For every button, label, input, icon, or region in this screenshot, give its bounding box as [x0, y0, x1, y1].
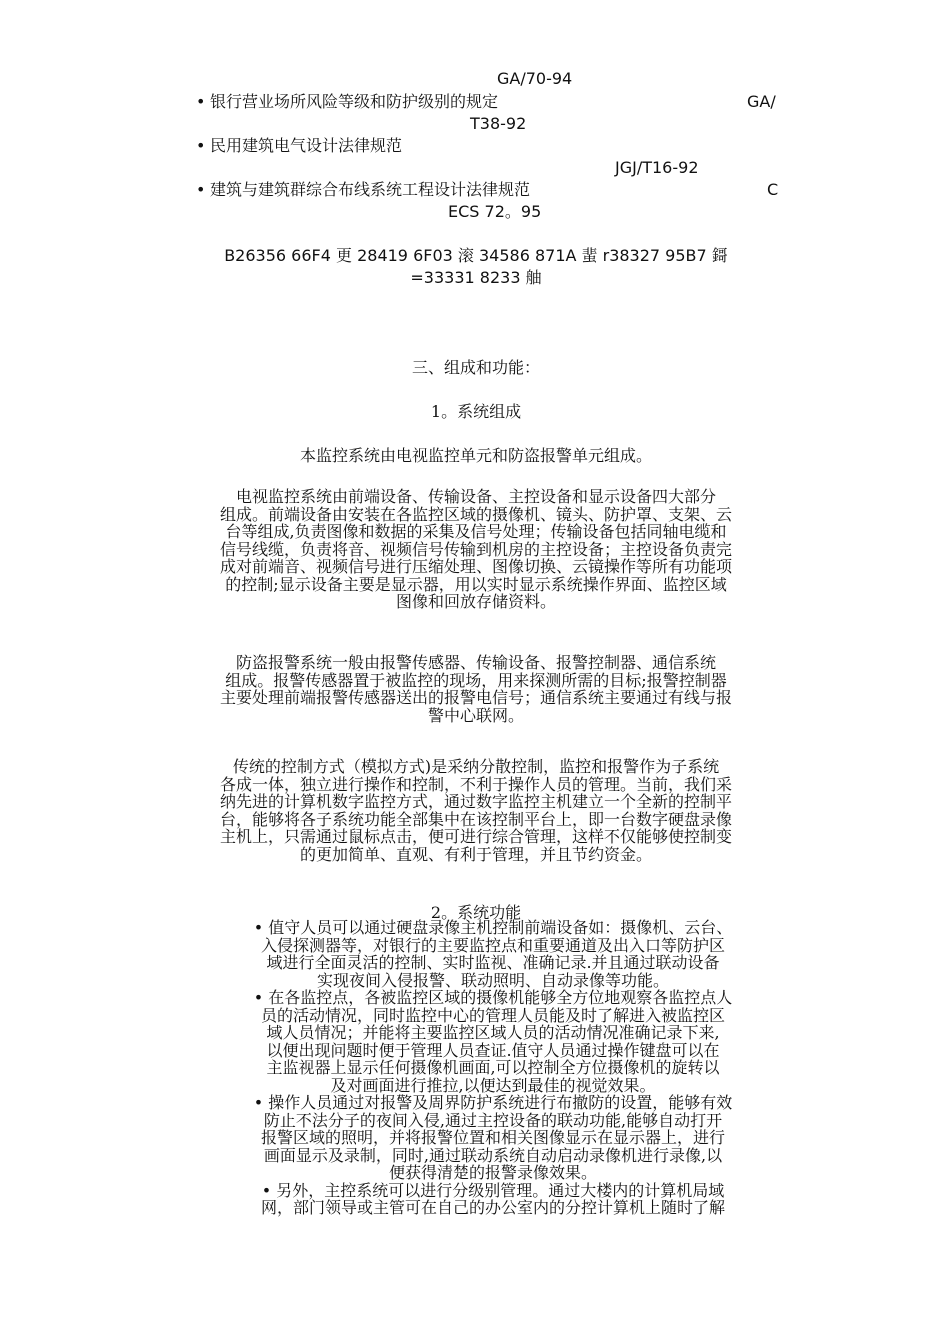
paragraph-line: 主要处理前端报警传感器送出的报警电信号；通信系统主要通过有线与报: [219, 688, 732, 707]
paragraph-line: 主机上，只需通过鼠标点击，便可进行综合管理，这样不仅能够使控制变: [219, 827, 732, 846]
paragraph-line: 组成。前端设备由安装在各监控区域的摄像机、镜头、防护罩、支架、云: [219, 504, 732, 524]
paragraph-line: 各成一体，独立进行操作和控制，不利于操作人员的管理。当前，我们采: [219, 774, 732, 794]
list-item-line: 在各监控点，各被监控区域的摄像机能够全方位地观察各监控点人: [268, 988, 733, 1007]
paragraph-line: 警中心联网。: [427, 705, 524, 725]
bullet-dot: •: [261, 1180, 277, 1200]
list-item-line: 画面显示及录制，同时,通过联动系统自动启动录像机进行录像,以: [263, 1145, 723, 1165]
ref-title-1: 银行营业场所风险等级和防护级别的规定: [210, 92, 499, 111]
list-item-line: 操作人员通过对报警及周界防护系统进行布撤防的设置，能够有效: [268, 1093, 733, 1112]
list-item-line: 入侵探测器等，对银行的主要监控点和重要通道及出入口等防护区: [260, 935, 725, 955]
ref-code-1b: T38-92: [470, 114, 527, 133]
ref-title-3: 建筑与建筑群综合布线系统工程设计法律规范: [210, 180, 531, 199]
ref-code-1a: GA/: [747, 92, 776, 111]
subsection-heading-1: 1。系统组成: [430, 402, 522, 421]
paragraph-line: 纳先进的计算机数字监控方式，通过数字监控主机建立一个全新的控制平: [219, 792, 732, 811]
ref-code-0: GA/70-94: [497, 69, 573, 88]
list-item: [198, 919, 788, 989]
paragraph-line: 的控制;显示设备主要是显示器，用以实时显示系统操作界面、监控区域: [225, 574, 727, 594]
list-item-line: 及对画面进行推拉,以便达到最佳的视觉效果。: [330, 1075, 656, 1095]
ref-code-2: JGJ/T16-92: [615, 158, 699, 177]
list-item: [198, 989, 788, 1094]
paragraph-line: 电视监控系统由前端设备、传输设备、主控设备和显示设备四大部分: [235, 487, 716, 506]
bullet-dot: •: [196, 180, 206, 199]
paragraph-line: 的更加简单、直观、有利于管理，并且节约资金。: [299, 844, 652, 864]
list-item-line: 域进行全面灵活的控制、实时监视、准确记录.并且通过联动设备: [266, 953, 720, 972]
list-item-line: 防止不法分子的夜间入侵,通过主控设备的联动功能,能够自动打开: [263, 1110, 723, 1130]
alarm-system-paragraph: [166, 654, 786, 724]
bullet-dot: •: [253, 918, 269, 937]
list-item-line: 员的活动情况，同时监控中心的管理人员能及时了解进入被监控区: [260, 1005, 725, 1025]
garbled-line-2: =33331 8233 舳: [410, 268, 542, 287]
functions-list: [198, 919, 788, 1217]
bullet-dot: •: [253, 988, 269, 1007]
paragraph-line: 台等组成,负责图像和数据的采集及信号处理；传输设备包括同轴电缆和: [225, 522, 727, 541]
paragraph-line: 传统的控制方式（模拟方式)是采纳分散控制，监控和报警作为子系统: [232, 757, 720, 776]
list-item-line: 便获得清楚的报警录像效果。: [388, 1163, 597, 1182]
bullet-dot: •: [196, 136, 206, 155]
bullet-dot: •: [253, 1093, 269, 1112]
paragraph-line: 信号线缆，负责将音、视频信号传输到机房的主控设备；主控设备负责完: [219, 539, 732, 559]
list-item-line: 实现夜间入侵报警、联动照明、自动录像等功能。: [316, 970, 669, 990]
tv-monitoring-paragraph: [166, 488, 786, 611]
paragraph-line: 防盗报警系统一般由报警传感器、传输设备、报警控制器、通信系统: [235, 653, 716, 672]
paragraph-line: 图像和回放存储资料。: [395, 592, 556, 611]
list-item-line: 报警区域的照明，并将报警位置和相关图像显示在显示器上，进行: [260, 1128, 725, 1147]
paragraph-line: 组成。报警传感器置于被监控的现场，用来探测所需的目标;报警控制器: [225, 670, 727, 690]
list-item-line: 网，部门领导或主管可在自己的办公室内的分控计算机上随时了解: [260, 1198, 725, 1217]
paragraph-line: 成对前端音、视频信号进行压缩处理、图像切换、云镜操作等所有功能项: [219, 557, 732, 576]
subsection-heading-2: 2。系统功能: [430, 903, 522, 922]
ref-title-2: 民用建筑电气设计法律规范: [210, 136, 403, 155]
section-heading: 三、组成和功能：: [411, 358, 540, 377]
bullet-dot: •: [196, 92, 206, 111]
list-item: [198, 1182, 788, 1217]
garbled-line-1: B26356 66F4 更 28419 6F03 滚 34586 871A 蜚 r38327 95B7 鎶: [224, 246, 728, 265]
list-item-line: 域人员情况；并能将主要监控区域人员的活动情况准确记录下来,: [266, 1023, 720, 1042]
ref-code-3b: ECS 72。95: [448, 202, 542, 221]
paragraph-line: 台，能够将各子系统功能全部集中在该控制平台上，即一台数字硬盘录像: [219, 809, 732, 829]
intro-paragraph: 本监控系统由电视监控单元和防盗报警单元组成。: [299, 446, 652, 465]
list-item-line: 主监视器上显示任何摄像机画面,可以控制全方位摄像机的旋转以: [266, 1058, 720, 1077]
list-item-line: 值守人员可以通过硬盘录像主机控制前端设备如：摄像机、云台、: [268, 918, 733, 937]
list-item-line: 另外，主控系统可以进行分级别管理。通过大楼内的计算机局域: [276, 1180, 725, 1200]
control-method-paragraph: [166, 758, 786, 863]
ref-code-3a: C: [767, 180, 779, 199]
list-item: [198, 1094, 788, 1182]
list-item-line: 以便出现问题时便于管理人员查证.值守人员通过操作键盘可以在: [266, 1040, 720, 1060]
